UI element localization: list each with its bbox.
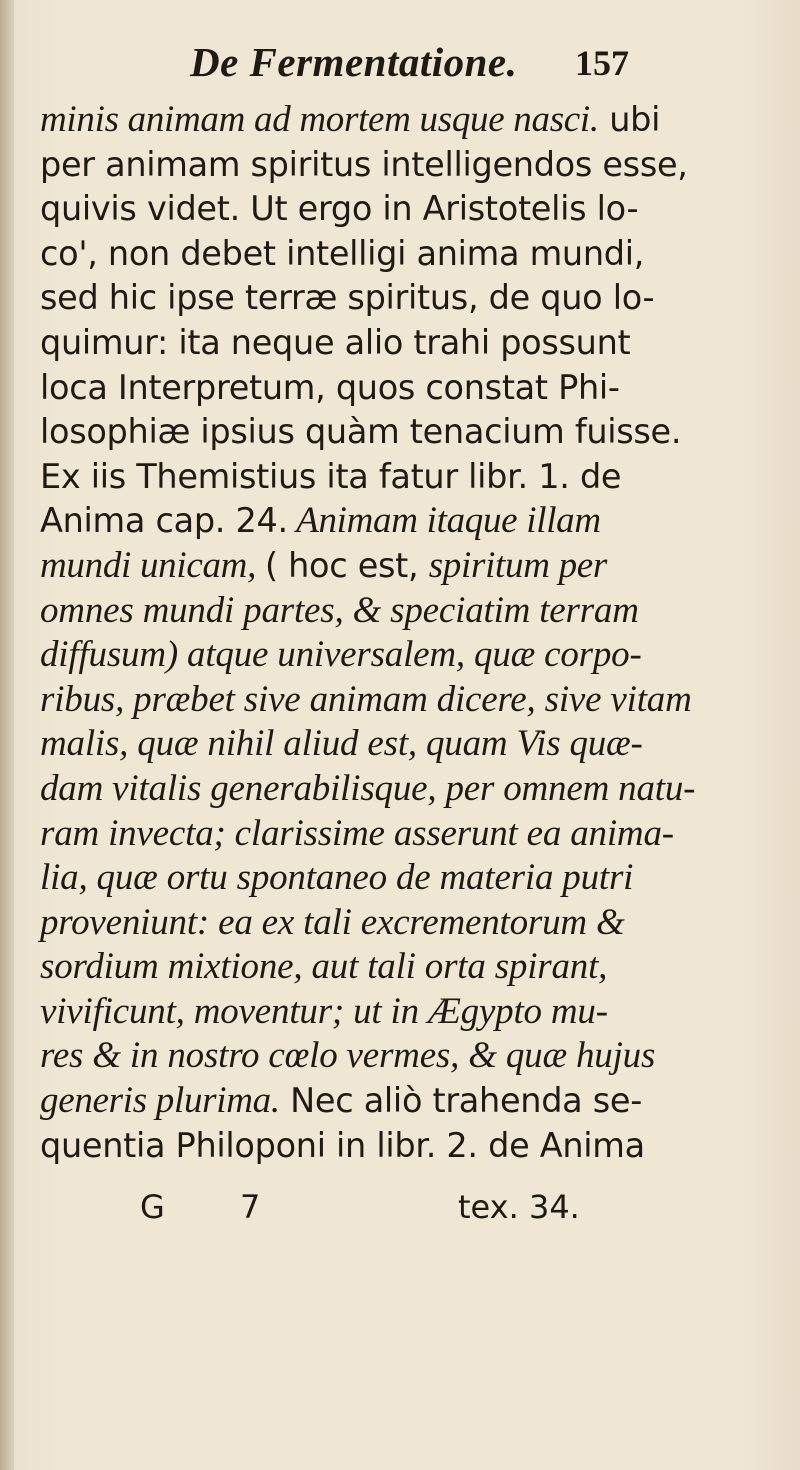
signature-number: 7	[240, 1188, 261, 1226]
text-line	[40, 410, 780, 455]
line-text-italic: mundi unicam,	[40, 544, 265, 586]
text-line	[40, 321, 780, 366]
line-text: ribus, præbet sive animam dicere, sive vitam	[40, 678, 692, 720]
text-line	[40, 633, 780, 678]
text-line	[40, 812, 780, 857]
text-line	[40, 187, 780, 232]
text-line	[40, 901, 780, 946]
line-text-roman: Anima cap. 24.	[40, 501, 288, 541]
line-text: quivis videt. Ut ergo in Aristotelis lo-	[40, 189, 639, 229]
signature-line	[140, 1188, 740, 1238]
text-line	[40, 722, 780, 767]
text-line	[40, 678, 780, 723]
line-text: co', non debet intelligi anima mundi,	[40, 233, 645, 273]
text-line	[40, 1124, 780, 1169]
page-number: 157	[575, 43, 629, 83]
line-text-italic: Animam itaque illam	[287, 500, 601, 542]
text-line	[40, 990, 780, 1035]
line-text: sed hic ipse terræ spiritus, de quo lo-	[40, 278, 655, 318]
text-line	[40, 945, 780, 990]
line-text: per animam spiritus intelligendos esse,	[40, 144, 688, 184]
line-text: quimur: ita neque alio trahi possunt	[40, 322, 631, 362]
line-text-roman: Nec aliò trahenda se-	[279, 1081, 642, 1121]
text-line	[40, 856, 780, 901]
running-title: De Fermentatione.	[190, 39, 518, 85]
text-line	[40, 232, 780, 277]
line-text: proveniunt: ea ex tali excrementorum &	[40, 901, 625, 943]
text-line	[40, 767, 780, 812]
page-header	[150, 38, 750, 94]
text-line	[40, 589, 780, 634]
line-text: quentia Philoponi in libr. 2. de Anima	[40, 1125, 645, 1165]
line-text: loca Interpretum, quos constat Phi-	[40, 367, 620, 407]
text-line	[40, 455, 780, 500]
text-line	[40, 366, 780, 411]
body-text	[40, 98, 780, 1168]
signature-mark: G	[140, 1188, 165, 1226]
line-text: vivificunt, moventur; ut in Ægypto mu-	[40, 990, 608, 1032]
text-line	[40, 98, 780, 143]
text-line	[40, 1079, 780, 1124]
text-line	[40, 143, 780, 188]
text-line	[40, 499, 780, 544]
line-text-italic: spiritum per	[428, 544, 608, 586]
line-text: losophiæ ipsius quàm tenacium fuisse.	[40, 412, 682, 452]
text-line	[40, 544, 780, 589]
line-text-roman: ( hoc est,	[264, 545, 429, 585]
line-text: omnes mundi partes, & speciatim terram	[40, 589, 639, 631]
line-text: lia, quæ ortu spontaneo de materia putri	[40, 857, 634, 899]
text-line	[40, 1034, 780, 1079]
line-text: diffusum) atque universalem, quæ corpo-	[40, 634, 642, 676]
line-text: malis, quæ nihil aliud est, quam Vis quæ-	[40, 723, 643, 765]
line-text-italic: generis plurima.	[40, 1080, 280, 1122]
line-text-italic: minis animam ad mortem usque nasci.	[40, 99, 599, 140]
line-text: ram invecta; clarissime asserunt ea anima-	[40, 812, 674, 854]
line-text: Ex iis Themistius ita fatur libr. 1. de	[40, 456, 622, 496]
line-text-roman: ubi	[598, 100, 661, 139]
line-text: sordium mixtione, aut tali orta spirant,	[40, 946, 608, 988]
text-line	[40, 276, 780, 321]
line-text: dam vitalis generabilisque, per omnem natu-	[40, 767, 696, 809]
line-text: res & in nostro cœlo vermes, & quæ hujus	[40, 1035, 656, 1077]
catchword: tex. 34.	[458, 1188, 580, 1226]
page-gutter	[0, 0, 14, 1470]
